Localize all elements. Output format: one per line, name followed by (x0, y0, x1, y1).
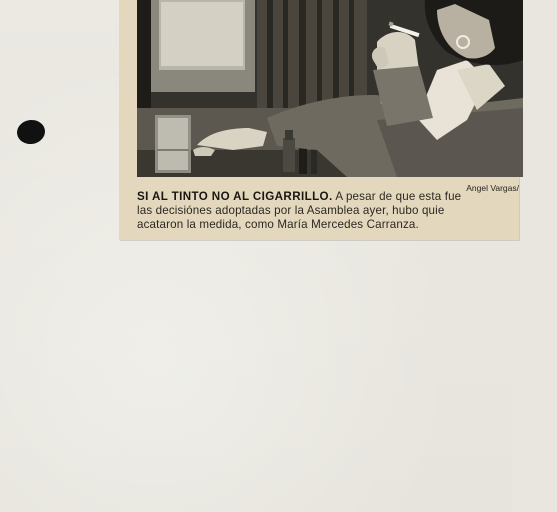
newspaper-clipping (119, 0, 519, 240)
caption-line-2: las decisiónes adoptadas por la Asamblea ayer, hubo quie (137, 204, 445, 217)
clipping-body (123, 0, 519, 236)
news-photo (137, 0, 523, 177)
caption-line-1-text: A pesar de que esta fue (335, 190, 462, 203)
caption-line-3: acataron la medida, como María Mercedes Carranza. (137, 218, 419, 231)
caption-headline: SI AL TINTO NO AL CIGARRILLO. (137, 190, 333, 203)
punch-hole (15, 118, 46, 146)
photo-caption (137, 190, 557, 232)
photo-credit: Angel Vargas/ (466, 183, 519, 193)
caption-line-1 (137, 190, 557, 204)
